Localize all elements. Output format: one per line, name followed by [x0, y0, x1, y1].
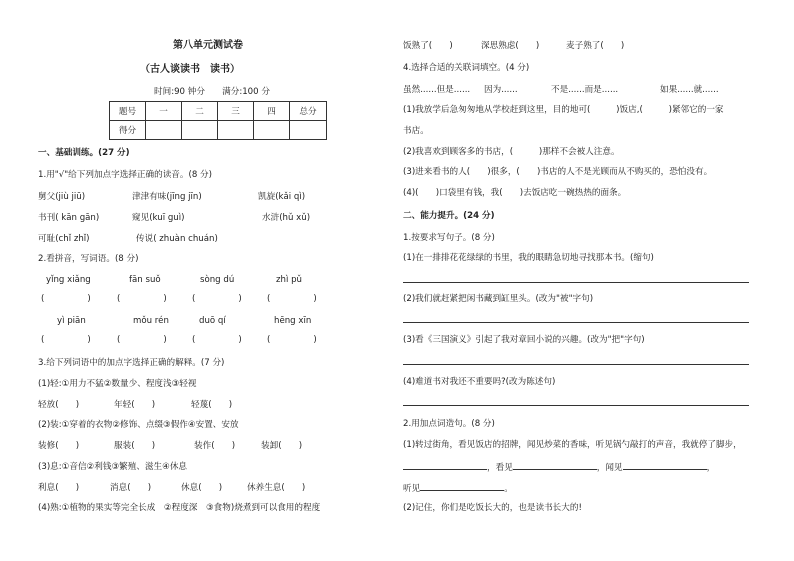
pinyin-label: sòng dú	[200, 275, 235, 285]
answer-blank[interactable]	[420, 481, 504, 491]
section-basic-heading: 一、基础训练。(27 分)	[38, 148, 130, 158]
definition-line: (2)装:①穿着的衣物②修饰、点缀③假作④安置、安放	[38, 420, 239, 430]
hear-label: 听见	[403, 484, 421, 494]
answer-blank[interactable]	[403, 460, 487, 470]
pinyin-choice[interactable]: 可耻(chǐ zhǐ)	[38, 234, 90, 244]
score-cell: 一	[146, 102, 182, 121]
word-choice[interactable]: 装作( )	[194, 441, 236, 451]
word-choice[interactable]: 利息( )	[38, 483, 80, 493]
answer-line[interactable]	[403, 282, 749, 283]
score-table-score-row	[110, 121, 327, 140]
answer-blank[interactable]	[513, 460, 597, 470]
fill-sentence: 书店。	[403, 126, 429, 136]
comma-label: ，	[706, 463, 716, 473]
conjunction-option: 如果......就......	[660, 85, 719, 95]
score-cell: 题号	[110, 102, 146, 121]
word-choice[interactable]: 轻蔑( )	[191, 400, 233, 410]
pinyin-choice[interactable]: 传说( zhuàn chuán)	[136, 234, 218, 244]
definition-line: (1)轻:①用力不猛②数量少、程度浅③轻视	[38, 379, 197, 389]
definition-line: (3)息:①音信②利钱③繁殖、滋生④休息	[38, 462, 188, 472]
period-label: 。	[504, 484, 513, 494]
sentence-prompt: (2)记住，你们是吃饭长大的，也是读书长大的!	[403, 503, 582, 513]
score-cell[interactable]	[218, 121, 254, 140]
exam-meta: 时间:90 钟分 满分:100 分	[154, 87, 270, 97]
fill-sentence[interactable]: (2)我喜欢到顾客多的书店，( )那样不会被人注意。	[403, 147, 620, 157]
rewrite-prompt: (1)在一排排花花绿绿的书里，我的眼睛急切地寻找那本书。(缩句)	[403, 253, 654, 263]
word-choice[interactable]: 休养生息( )	[247, 483, 306, 493]
word-choice[interactable]: 轻放( )	[38, 400, 80, 410]
score-cell[interactable]	[290, 121, 327, 140]
question-2-prompt: 2.看拼音，写词语。(8 分)	[38, 254, 139, 264]
pinyin-choice[interactable]: 舅父(jiù jiū)	[38, 192, 86, 202]
question-prompt: 1.按要求写句子。(8 分)	[403, 233, 495, 243]
answer-blank[interactable]: ( )	[267, 335, 317, 345]
question-3-prompt: 3.给下列词语中的加点字选择正确的解释。(7 分)	[38, 358, 225, 368]
word-choice[interactable]: 装卸( )	[261, 441, 303, 451]
answer-line[interactable]	[403, 364, 749, 365]
fill-sentence[interactable]: (4)( )口袋里有钱，我( )去饭店吃一碗热热的面条。	[403, 188, 627, 198]
answer-blank[interactable]: ( )	[117, 294, 167, 304]
pinyin-label: yì piān	[57, 316, 86, 326]
pinyin-label: zhì pǔ	[276, 275, 302, 285]
answer-blank[interactable]: ( )	[192, 335, 242, 345]
score-cell[interactable]	[146, 121, 182, 140]
conjunction-option: 不是......而是......	[551, 85, 619, 95]
pinyin-choice[interactable]: 窥见(kuī guì)	[132, 213, 185, 223]
score-cell: 二	[182, 102, 218, 121]
answer-blank[interactable]: ( )	[117, 335, 167, 345]
word-choice[interactable]: 年轻( )	[114, 400, 156, 410]
sentence-prompt: (1)转过街角，看见饭店的招牌，闻见炒菜的香味，听见锅勺敲打的声音，我就停了脚步，	[403, 440, 742, 450]
score-cell[interactable]	[254, 121, 290, 140]
score-table	[109, 101, 327, 140]
page-subtitle: （古人谈读书 读书）	[140, 64, 240, 75]
answer-blank[interactable]: ( )	[41, 294, 91, 304]
word-choice[interactable]: 麦子熟了( )	[566, 41, 625, 51]
answer-blank[interactable]: ( )	[41, 335, 91, 345]
answer-blank[interactable]: ( )	[192, 294, 242, 304]
score-cell: 三	[218, 102, 254, 121]
word-choice[interactable]: 消息( )	[110, 483, 152, 493]
answer-line[interactable]	[403, 405, 749, 406]
pinyin-label: yǐng xiǎng	[46, 275, 91, 285]
word-choice[interactable]: 深思熟虑( )	[481, 41, 540, 51]
question-1-prompt: 1.用"√"给下列加点字选择正确的读音。(8 分)	[38, 170, 212, 180]
score-cell: 得分	[110, 121, 146, 140]
pinyin-label: mǒu rén	[133, 316, 169, 326]
word-choice[interactable]: 饭熟了( )	[403, 41, 453, 51]
score-cell: 总分	[290, 102, 327, 121]
definition-line: (4)熟:①植物的果实等完全长成 ②程度深 ③食物)烧煮到可以食用的程度	[38, 503, 321, 513]
fill-sentence[interactable]: (3)进来看书的人( )很多，( )书店的人不是光顾而从不购买的，恐怕没有。	[403, 167, 713, 177]
pinyin-label: duō qí	[199, 316, 226, 326]
conjunction-option: 虽然......但是......	[403, 85, 471, 95]
question-prompt: 2.用加点词造句。(8 分)	[403, 419, 495, 429]
rewrite-prompt: (4)难道书对我还不重要吗?(改为陈述句)	[403, 377, 556, 387]
pinyin-label: hēng xīn	[274, 316, 312, 326]
look-label: ，看见	[487, 463, 513, 473]
smell-label: ，闻见	[596, 463, 623, 473]
answer-line[interactable]	[403, 322, 749, 323]
pinyin-choice[interactable]: 书刊( kān gān)	[38, 213, 100, 223]
page-title: 第八单元测试卷	[173, 40, 243, 51]
pinyin-choice[interactable]: 水浒(hǔ xǔ)	[262, 213, 311, 223]
sentence-fill-row	[403, 460, 715, 474]
fill-sentence[interactable]: (1)我放学后急匆匆地从学校赶到这里，目的地可( )饭店,( )紧邻它的一家	[403, 105, 724, 115]
section-ability-heading: 二、能力提升。(24 分)	[403, 211, 495, 221]
rewrite-prompt: (2)我们就赶紧把闲书藏到缸里头。(改为"被"字句)	[403, 294, 594, 304]
question-4-prompt: 4.选择合适的关联词填空。(4 分)	[403, 63, 530, 73]
score-cell[interactable]	[182, 121, 218, 140]
word-choice[interactable]: 装修( )	[38, 441, 80, 451]
word-choice[interactable]: 服装( )	[114, 441, 156, 451]
conjunction-option: 因为......	[484, 85, 518, 95]
score-table-header-row	[110, 102, 327, 121]
score-cell: 四	[254, 102, 290, 121]
word-choice[interactable]: 休息( )	[181, 483, 223, 493]
pinyin-choice[interactable]: 凯旋(kǎi qì)	[258, 192, 306, 202]
pinyin-label: fān suǒ	[129, 275, 161, 285]
answer-blank[interactable]	[623, 460, 707, 470]
pinyin-choice[interactable]: 津津有味(jīng jīn)	[132, 192, 202, 202]
sentence-fill-row	[403, 481, 513, 495]
rewrite-prompt: (3)看《三国演义》引起了我对章回小说的兴趣。(改为"把"字句)	[403, 335, 645, 345]
answer-blank[interactable]: ( )	[267, 294, 317, 304]
